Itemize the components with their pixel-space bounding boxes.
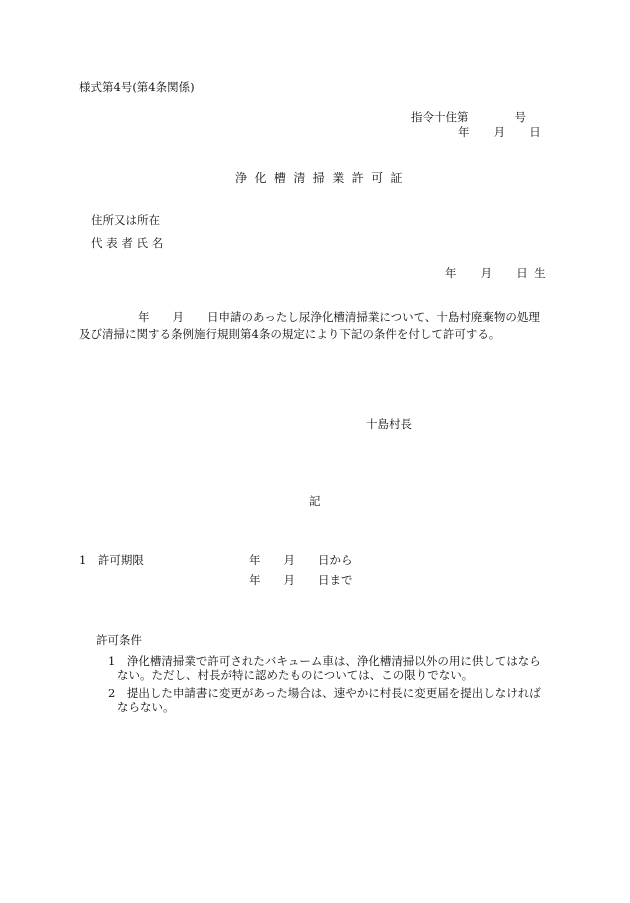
issue-date: 年 月 日 — [458, 125, 548, 139]
address-label: 住所又は所在 — [91, 213, 160, 227]
form-label: 様式第4号(第4条関係) — [79, 80, 195, 94]
document-title: 浄化槽清掃業許可証 — [235, 171, 410, 185]
birth-date: 年 月 日生 — [445, 266, 552, 280]
representative-label: 代表者氏名 — [91, 236, 167, 250]
condition-2-line-1: 2 提出した申請書に変更があった場合は、速やかに村長に変更届を提出しなければ — [108, 686, 541, 700]
permit-period-label: 1 許可期限 — [79, 553, 144, 567]
ki-heading: 記 — [309, 494, 321, 508]
condition-1-line-1: 1 浄化槽清掃業で許可されたバキューム車は、浄化槽清掃以外の用に供してはなら — [108, 654, 541, 668]
permit-period-to: 年 月 日まで — [249, 573, 353, 587]
body-text-line-2: 及び清掃に関する条例施行規則第4条の規定により下記の条件を付して許可する。 — [79, 327, 501, 341]
condition-2-line-2: ならない。 — [117, 700, 175, 714]
issuer: 十島村長 — [366, 417, 412, 431]
condition-1-line-2: ない。ただし、村長が特に認めたものについては、この限りでない。 — [117, 668, 474, 682]
conditions-heading: 許可条件 — [96, 633, 142, 647]
body-text-line-1: 年 月 日申請のあったし尿浄化槽清掃業について、十島村廃棄物の処理 — [138, 310, 540, 324]
document-number: 指令十住第 号 — [411, 110, 526, 124]
permit-period-from: 年 月 日から — [249, 553, 353, 567]
